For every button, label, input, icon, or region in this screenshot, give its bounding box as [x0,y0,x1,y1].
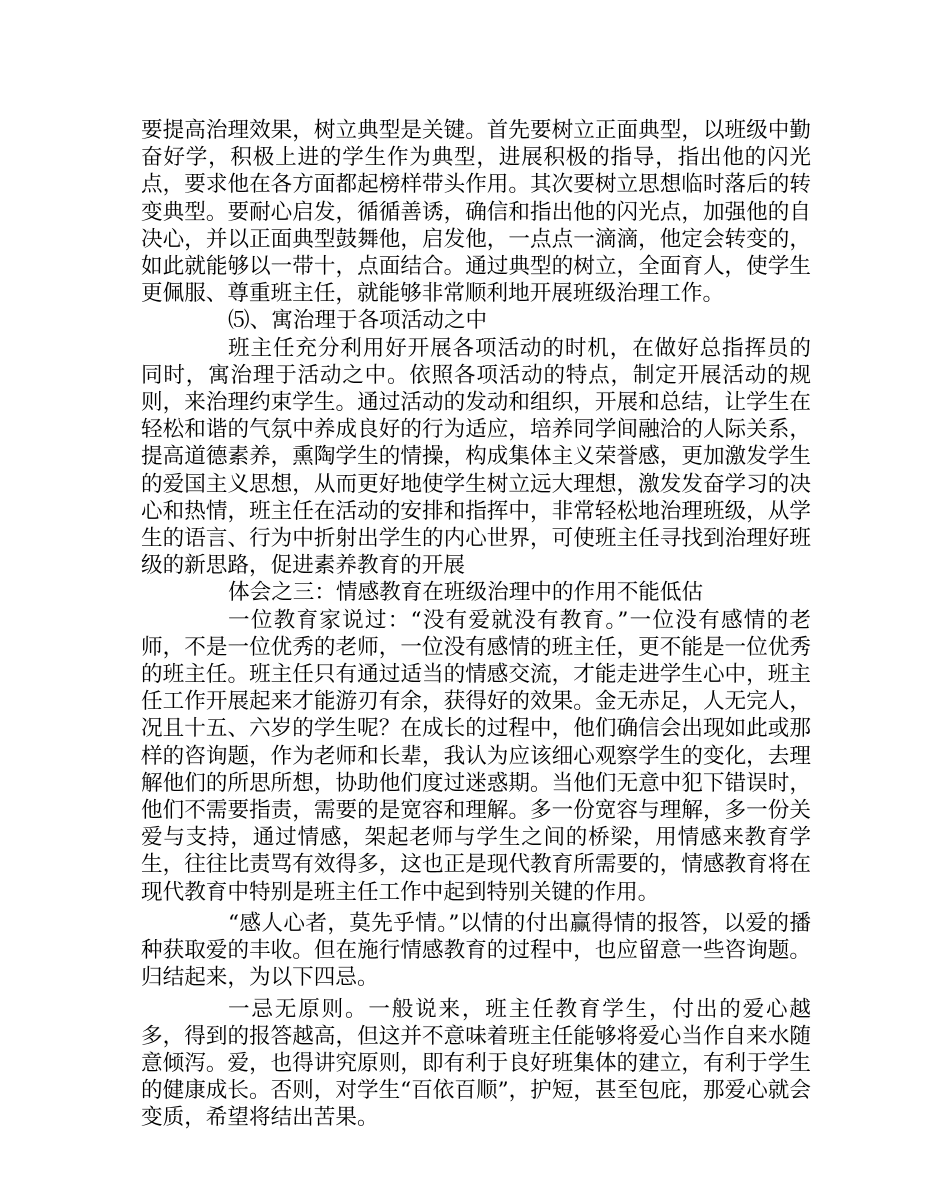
paragraph-four-taboos-intro: “感人心者，莫先乎情。”以情的付出赢得情的报答，以爱的播种获取爱的丰收。但在施行情感教育的过程中，也应留意一些咨询题。归结起来，为以下四忌。 [141,910,811,991]
paragraph-typical-examples: 要提高治理效果，树立典型是关键。首先要树立正面典型，以班级中勤奋好学，积极上进的学生作为典型，进展积极的指导，指出他的闪光点，要求他在各方面都起榜样带头作用。其次要树立思想临时落后的转变典型。要耐心启发，循循善诱，确信和指出他的闪光点，加强他的自决心，并以正面典型鼓舞他，启发他，一点点一滴滴，他定会转变的，如此就能够以一带十，点面结合。通过典型的树立，全面育人，使学生更佩服、尊重班主任，就能够非常顺利地开展班级治理工作。 [141,118,811,307]
paragraph-activities: 班主任充分利用好开展各项活动的时机，在做好总指挥员的同时，寓治理于活动之中。依照各项活动的特点，制定开展活动的规则，来治理约束学生。通过活动的发动和组织，开展和总结，让学生在轻松和谐的气氛中养成良好的行为适应，培养同学间融洽的人际关系，提高道德素养，熏陶学生的情操，构成集体主义荣誉感，更加激发学生的爱国主义思想，从而更好地使学生树立远大理想，激发发奋学习的决心和热情，班主任在活动的安排和指挥中，非常轻松地治理班级，从学生的语言、行为中折射出学生的内心世界，可使班主任寻找到治理好班级的新思路，促进素养教育的开展 [141,335,811,579]
paragraph-first-taboo: 一忌无原则。一般说来，班主任教育学生，付出的爱心越多，得到的报答越高，但这并不意味着班主任能够将爱心当作自来水随意倾泻。爱，也得讲究原则，即有利于良好班集体的建立，有利于学生的健康成长。否则，对学生“百依百顺”，护短，甚至包庇，那爱心就会变质，希望将结出苦果。 [141,996,811,1131]
paragraph-heading-activities: ⑸、寓治理于各项活动之中 [228,308,488,334]
paragraph-heading-emotional-education: 体会之三：情感教育在班级治理中的作用不能低估 [228,580,704,606]
document-body [141,117,811,1132]
paragraph-emotional-education: 一位教育家说过：“没有爱就没有教育。”一位没有感情的老师，不是一位优秀的老师，一位没有感情的班主任，更不能是一位优秀的班主任。班主任只有通过适当的情感交流，才能走进学生心中，班主任工作开展起来才能游刃有余，获得好的效果。金无赤足，人无完人，况且十五、六岁的学生呢？在成长的过程中，他们确信会出现如此或那样的咨询题，作为老师和长辈，我认为应该细心观察学生的变化，去理解他们的所思所想，协助他们度过迷惑期。当他们无意中犯下错误时，他们不需要指责，需要的是宽容和理解。多一份宽容与理解，多一份关爱与支持，通过情感，架起老师与学生之间的桥梁，用情感来教育学生，往往比责骂有效得多，这也正是现代教育所需要的，情感教育将在现代教育中特别是班主任工作中起到特别关键的作用。 [141,607,811,905]
